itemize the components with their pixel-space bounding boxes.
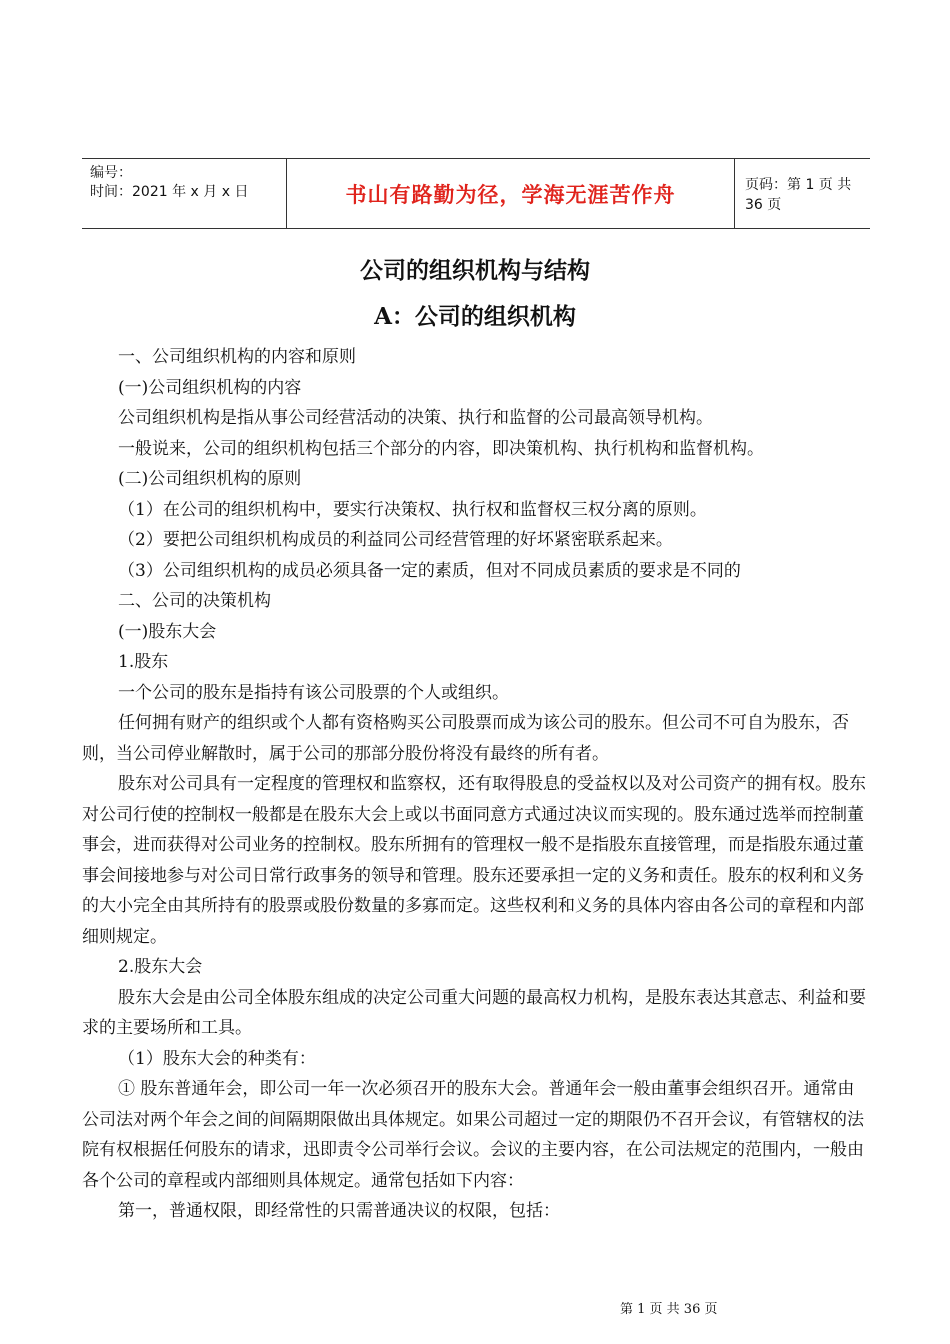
time-label: 时间：2021 年 x 月 x 日	[90, 184, 249, 200]
body-paragraph: 股东大会是由公司全体股东组成的决定公司重大问题的最高权力机构，是股东表达其意志、利益和要求的主要场所和工具。	[82, 987, 866, 1038]
list-item: （2）要把公司组织机构成员的利益同公司经营管理的好坏紧密联系起来。	[118, 530, 673, 550]
body-line: 公司组织机构是指从事公司经营活动的决策、执行和监督的公司最高领导机构。	[118, 408, 713, 428]
body-paragraph: 股东对公司具有一定程度的管理权和监察权，还有取得股息的受益权以及对公司资产的拥有权。股东对公司行使的控制权一般都是在股东大会上或以书面同意方式通过决议而实现的。股东通过选举而控制董事会，进而获得对公司业务的控制权。股东所拥有的管理权一般不是指股东直接管理，而是指股东通过董事会间接地参与对公司日常行政事务的领导和管理。股东还要承担一定的义务和责任。股东的权利和义务的大小完全由其所持有的股票或股份数量的多寡而定。这些权利和义务的具体内容由各公司的章程和内部细则规定。	[82, 774, 866, 947]
document-header	[82, 158, 870, 229]
document-body	[82, 342, 868, 1227]
body-line: 一个公司的股东是指持有该公司股票的个人或组织。	[118, 682, 509, 703]
subheading-line: 2.股东大会	[118, 957, 203, 977]
subheading-line: 1.股东	[118, 652, 169, 672]
body-paragraph: 任何拥有财产的组织或个人都有资格购买公司股票而成为该公司的股东。但公司不可自为股东，否则，当公司停业解散时，属于公司的那部分股份将没有最终的所有者。	[82, 713, 849, 764]
heading-line: 二、公司的决策机构	[118, 591, 271, 611]
page-info: 页码：第 1 页 共 36 页	[745, 176, 852, 213]
header-page-cell	[735, 159, 870, 228]
subheading-line: (一)股东大会	[118, 621, 217, 642]
section-title: A：公司的组织机构	[374, 303, 576, 330]
list-item: （3）公司组织机构的成员必须具备一定的素质，但对不同成员素质的要求是不同的	[118, 560, 741, 581]
heading-line: 一、公司组织机构的内容和原则	[118, 347, 356, 367]
body-line: 一般说来，公司的组织机构包括三个部分的内容，即决策机构、执行机构和监督机构。	[118, 438, 764, 459]
page-footer: 第 1 页 共 36 页	[620, 1302, 718, 1317]
list-item: （1）股东大会的种类有：	[118, 1048, 316, 1069]
subheading-line: (一)公司组织机构的内容	[118, 377, 302, 398]
body-paragraph: 第一，普通权限，即经常性的只需普通决议的权限，包括：	[118, 1201, 560, 1221]
motto-text: 书山有路勤为径，学海无涯苦作舟	[345, 181, 676, 207]
list-item: （1）在公司的组织机构中，要实行决策权、执行权和监督权三权分离的原则。	[118, 499, 707, 520]
subheading-line: (二)公司组织机构的原则	[118, 469, 302, 489]
body-paragraph: ① 股东普通年会，即公司一年一次必须召开的股东大会。普通年会一般由董事会组织召开。通常由公司法对两个年会之间的间隔期限做出具体规定。如果公司超过一定的期限仍不召开会议，有管辖权的法院有权根据任何股东的请求，迅即责令公司举行会议。会议的主要内容，在公司法规定的范围内，一般由各个公司的章程或内部细则具体规定。通常包括如下内容：	[82, 1079, 864, 1191]
header-meta	[82, 159, 287, 228]
number-label: 编号：	[90, 165, 132, 181]
header-motto-cell	[287, 159, 735, 228]
document-title: 公司的组织机构与结构	[360, 257, 590, 284]
